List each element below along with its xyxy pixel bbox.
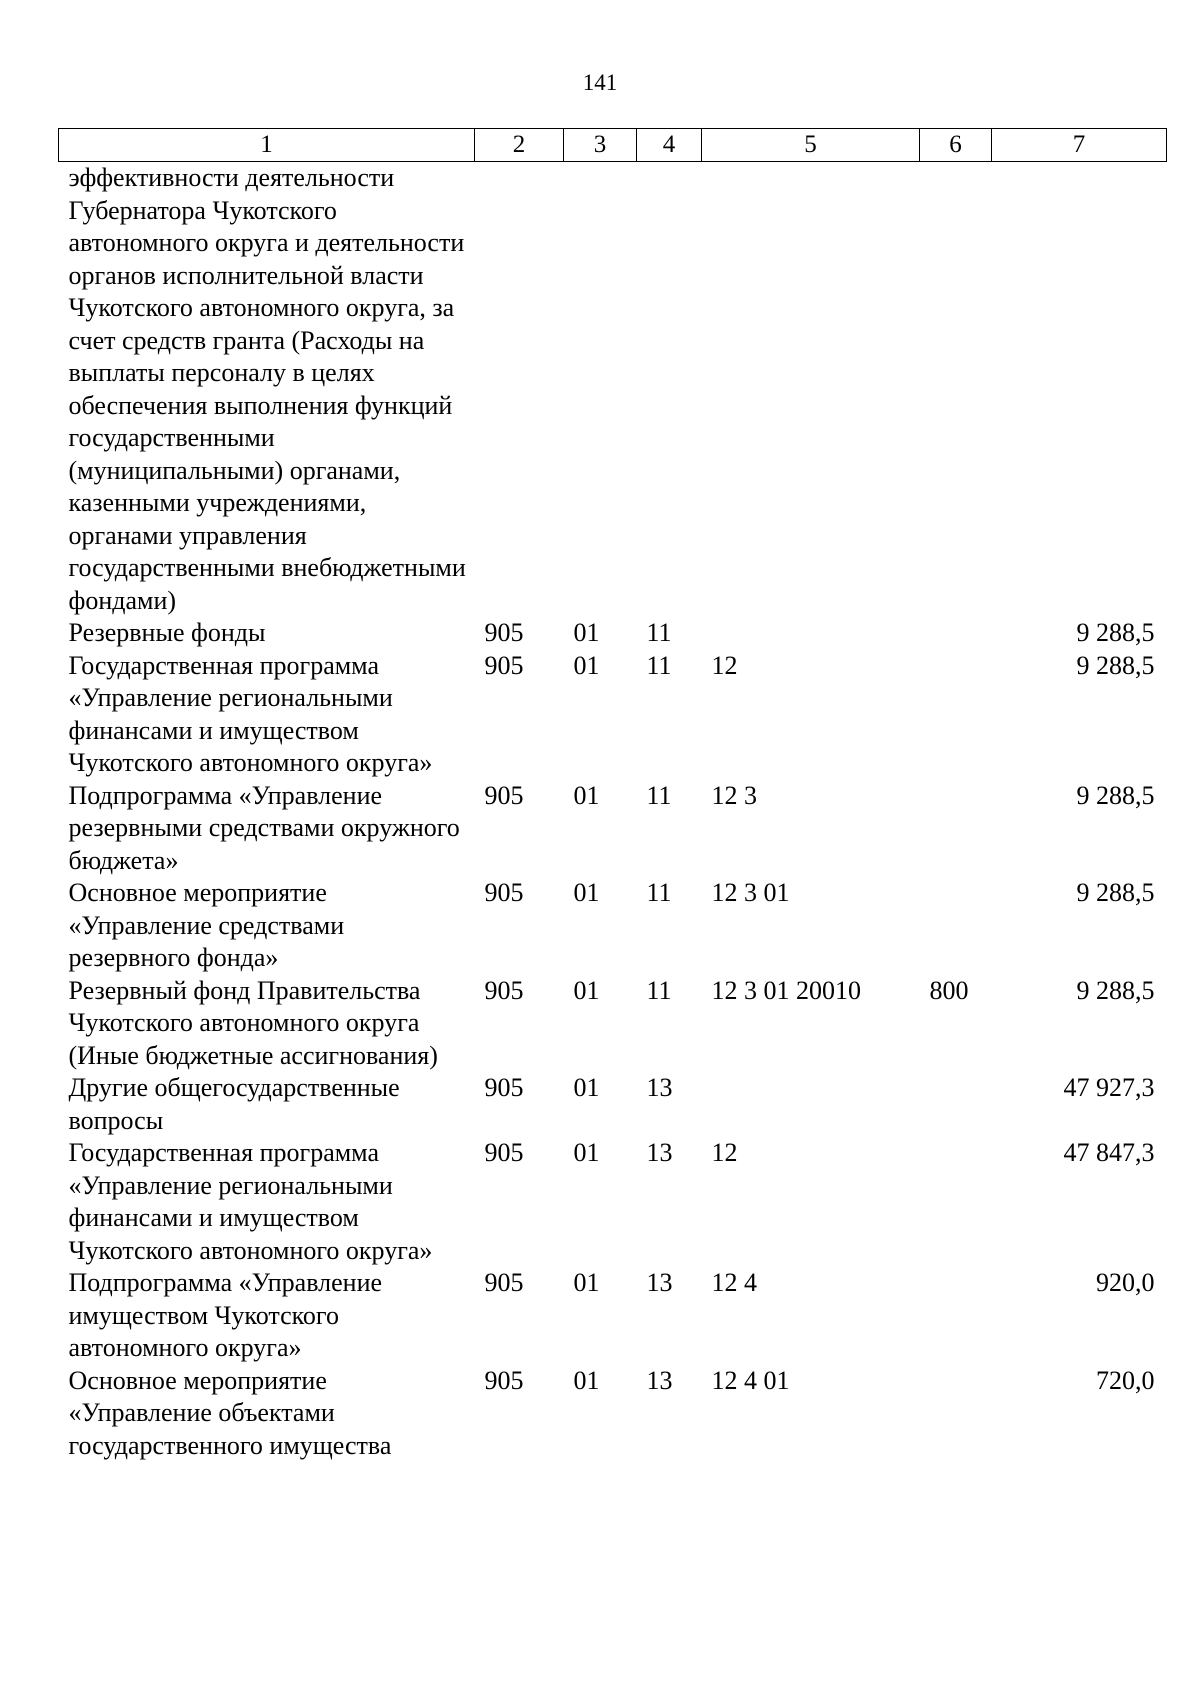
target-article-code — [702, 1072, 920, 1137]
section-code: 01 — [573, 975, 600, 1005]
section-code: 01 — [573, 878, 600, 907]
grbs-code: 905 — [484, 780, 524, 810]
subsection-code: 11 — [646, 780, 672, 810]
amount: 9 288,5 — [1076, 878, 1155, 907]
amount: 9 288,5 — [1076, 975, 1155, 1005]
expense-type-code — [920, 1267, 992, 1365]
column-header: 7 — [992, 129, 1167, 162]
column-number-row — [59, 129, 1167, 162]
target-article-code — [702, 617, 920, 650]
target-article-code: 12 — [711, 1138, 738, 1167]
amount: 9 288,5 — [1076, 650, 1155, 680]
grbs-code: 905 — [484, 1268, 524, 1297]
target-article-code: 12 3 — [711, 780, 757, 810]
item-name: Основное мероприятие «Управление средствами резервного фонда» — [68, 878, 345, 972]
subsection-code: 11 — [646, 975, 672, 1005]
target-article-code: 12 3 01 — [711, 878, 790, 907]
expense-type-code: 800 — [929, 975, 969, 1005]
section-code: 01 — [573, 1138, 600, 1167]
section-code: 01 — [573, 650, 600, 680]
table-row — [59, 162, 1167, 618]
expense-type-code — [920, 1365, 992, 1463]
target-article-code: 12 3 01 20010 — [711, 975, 861, 1005]
grbs-code: 905 — [484, 650, 524, 680]
subsection-code: 13 — [646, 1138, 673, 1167]
expense-type-code — [920, 162, 992, 618]
subsection-code: 11 — [646, 618, 672, 647]
subsection-code: 13 — [646, 1073, 673, 1102]
grbs-code: 905 — [484, 1365, 524, 1395]
expense-type-code — [920, 650, 992, 780]
amount: 47 927,3 — [1063, 1073, 1155, 1102]
item-name: Подпрограмма «Управление имуществом Чукотского автономного округа» — [68, 1268, 383, 1362]
item-name: Резервный фонд Правительства Чукотского автономного округа (Иные бюджетные ассигнования) — [68, 975, 438, 1070]
target-article-code — [702, 162, 920, 618]
table-row — [59, 877, 1167, 975]
item-name: Подпрограмма «Управление резервными средствами окружного бюджета» — [68, 780, 460, 875]
grbs-code: 905 — [484, 1073, 524, 1102]
target-article-code: 12 4 01 — [711, 1365, 790, 1395]
expense-type-code — [920, 617, 992, 650]
item-name: эффективности деятельности Губернатора Чукотского автономного округа и деятельности органов исполнительной власти Чукотского автономного округа, за счет средств гранта (Расходы на выплаты персоналу в целях обеспечения выполнения функций государственными (муниципальными) органами, казенными учреждениями, органами управления государственными внебюджетными фондами) — [68, 163, 466, 615]
column-header: 2 — [475, 129, 564, 162]
table-row — [59, 1072, 1167, 1137]
item-name: Резервные фонды — [68, 618, 266, 647]
amount: 9 288,5 — [1076, 618, 1155, 647]
table-row — [59, 780, 1167, 878]
section-code: 01 — [573, 1073, 600, 1102]
column-header: 4 — [637, 129, 702, 162]
section-code — [564, 162, 637, 618]
section-code: 01 — [573, 780, 600, 810]
grbs-code: 905 — [484, 878, 524, 907]
column-header: 6 — [920, 129, 992, 162]
target-article-code: 12 4 — [711, 1268, 757, 1297]
amount — [992, 162, 1167, 618]
subsection-code — [637, 162, 702, 618]
subsection-code: 11 — [646, 878, 672, 907]
item-name: Государственная программа «Управление региональными финансами и имуществом Чукотского автономного округа» — [68, 650, 433, 777]
amount: 47 847,3 — [1063, 1138, 1155, 1167]
item-name: Основное мероприятие «Управление объектами государственного имущества — [68, 1365, 392, 1460]
table-row — [59, 650, 1167, 780]
expense-type-code — [920, 1072, 992, 1137]
table-row — [59, 1267, 1167, 1365]
target-article-code: 12 — [711, 650, 738, 680]
grbs-code: 905 — [484, 975, 524, 1005]
grbs-code: 905 — [484, 618, 524, 647]
amount: 9 288,5 — [1076, 780, 1155, 810]
expense-type-code — [920, 780, 992, 878]
grbs-code: 905 — [484, 1138, 524, 1167]
subsection-code: 13 — [646, 1268, 673, 1297]
item-name: Государственная программа «Управление региональными финансами и имуществом Чукотского автономного округа» — [68, 1138, 433, 1265]
budget-table — [58, 128, 1167, 1462]
column-header: 3 — [564, 129, 637, 162]
amount: 720,0 — [1096, 1365, 1155, 1395]
table-body — [59, 162, 1167, 1463]
subsection-code: 13 — [646, 1365, 673, 1395]
section-code: 01 — [573, 1268, 600, 1297]
table-row — [59, 1365, 1167, 1463]
grbs-code — [475, 162, 564, 618]
page-number: 141 — [582, 70, 618, 95]
subsection-code: 11 — [646, 650, 672, 680]
section-code: 01 — [573, 1365, 600, 1395]
amount: 920,0 — [1096, 1268, 1155, 1297]
item-name: Другие общегосударственные вопросы — [68, 1073, 400, 1135]
column-header: 5 — [702, 129, 920, 162]
section-code: 01 — [573, 618, 600, 647]
table-row — [59, 1137, 1167, 1267]
expense-type-code — [920, 877, 992, 975]
table-row — [59, 975, 1167, 1073]
column-header: 1 — [59, 129, 475, 162]
table-row — [59, 617, 1167, 650]
expense-type-code — [920, 1137, 992, 1267]
